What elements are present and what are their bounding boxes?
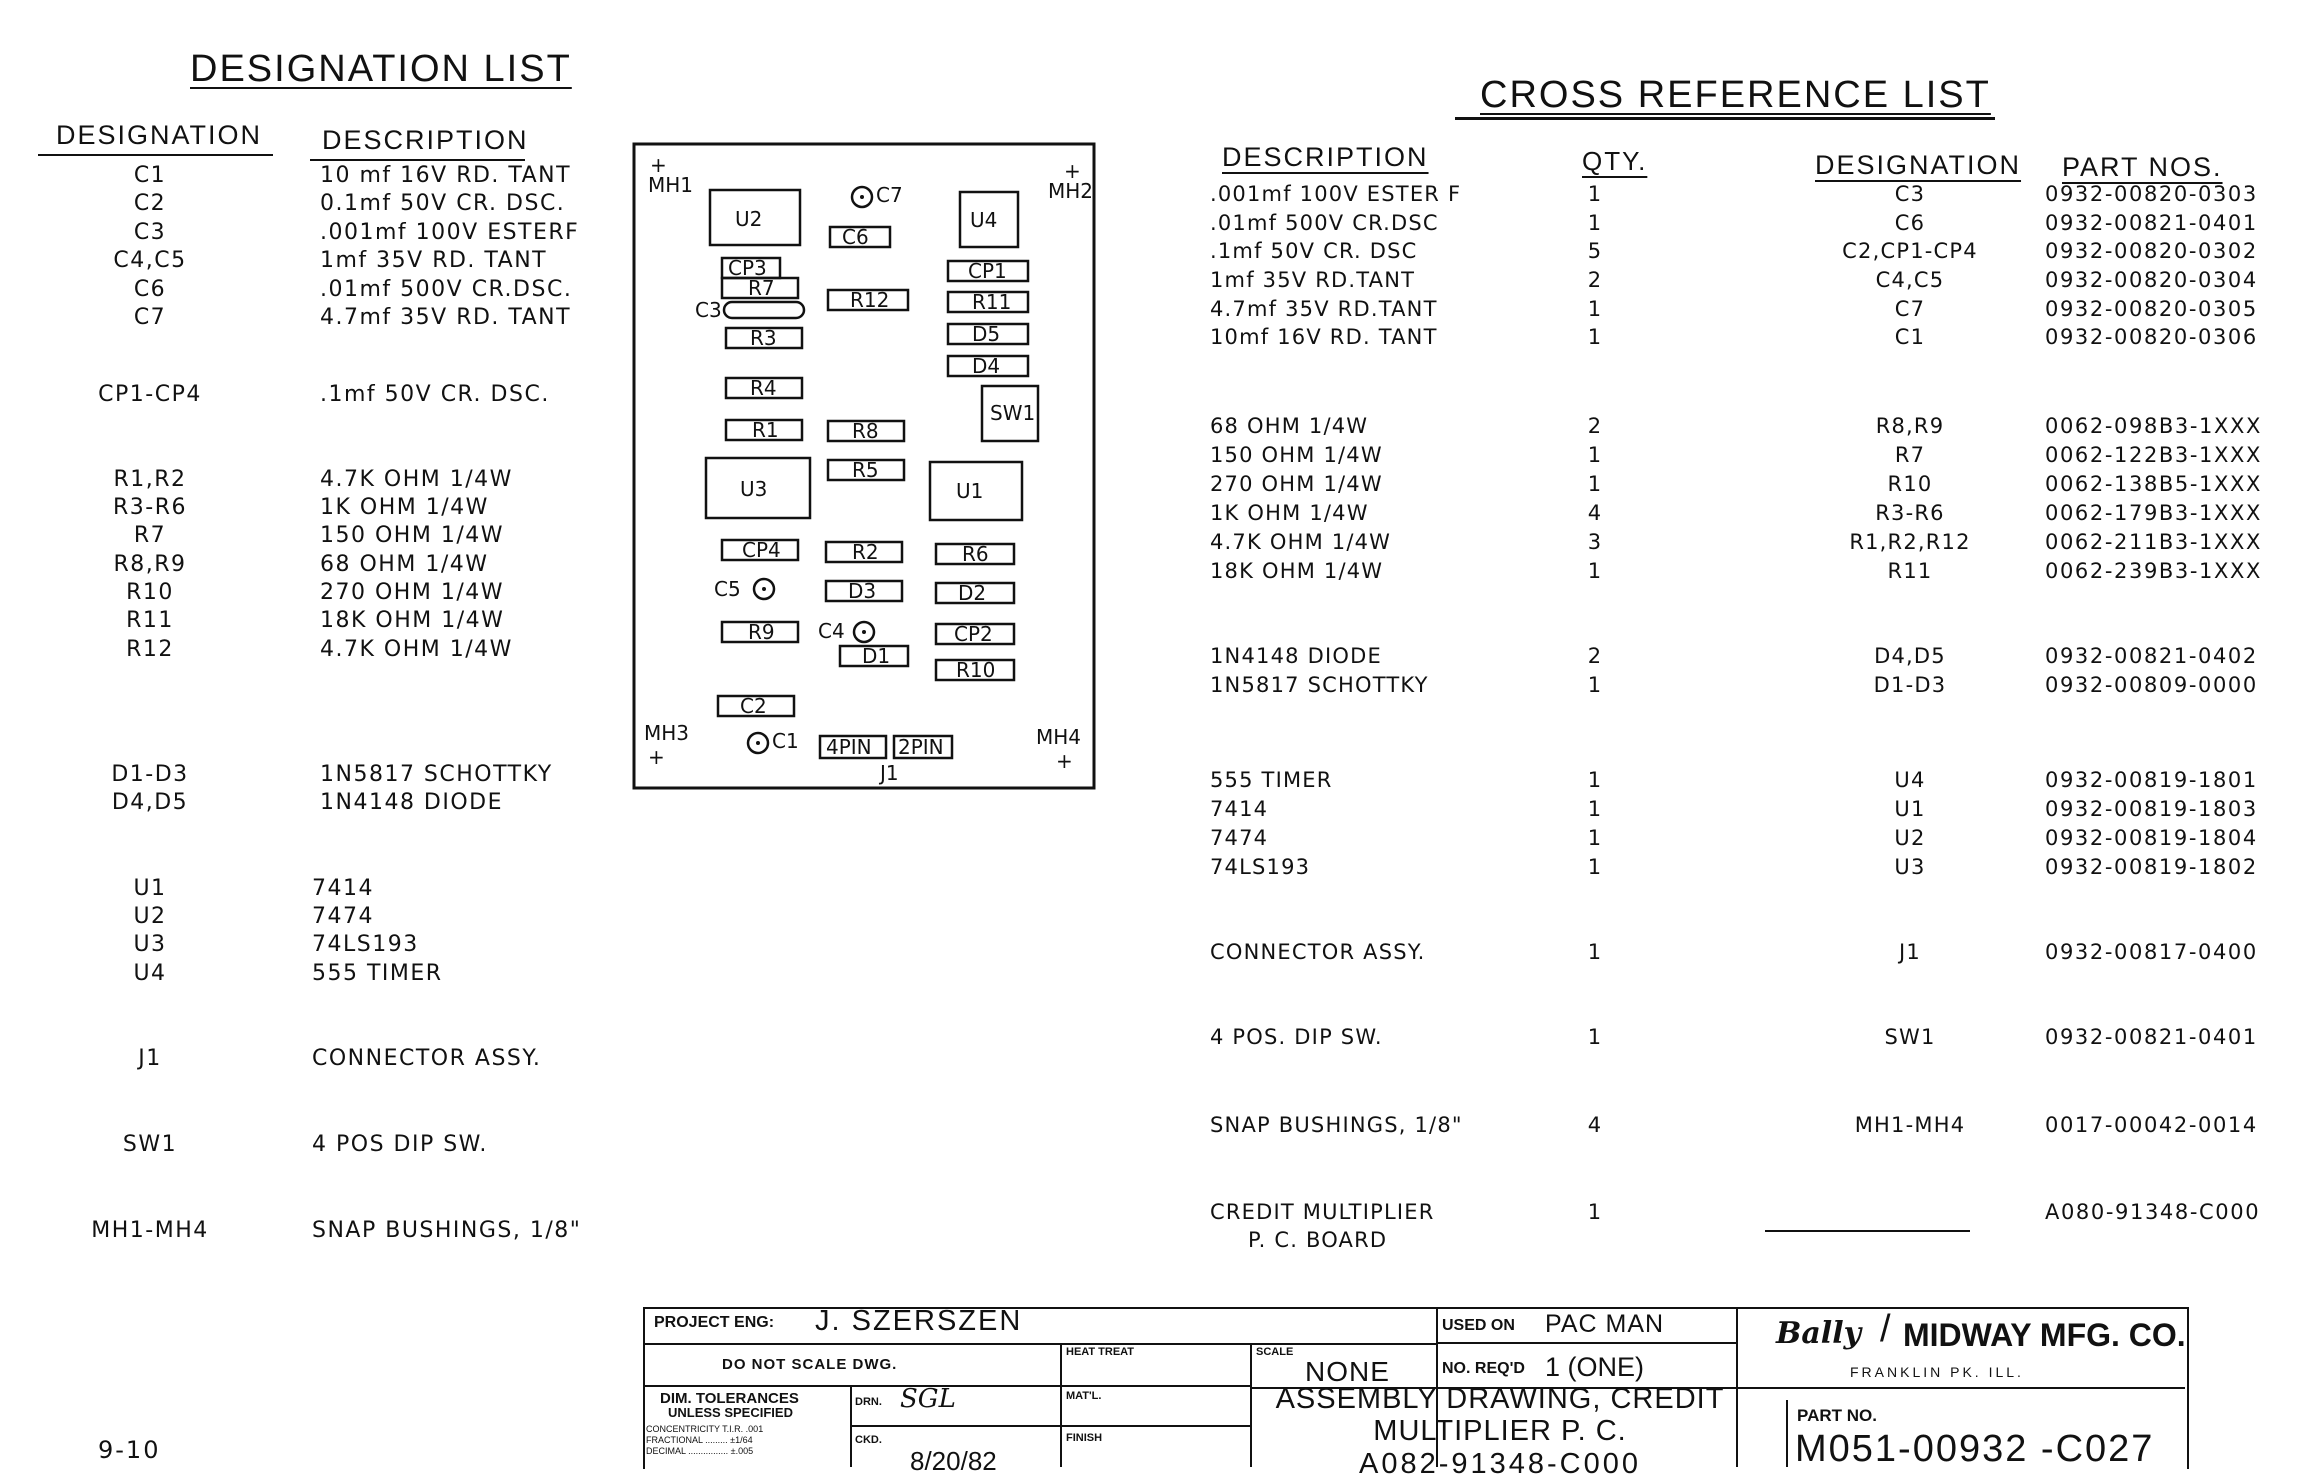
xref-designation-cell: MH1-MH4 — [1854, 1113, 1966, 1137]
xref-designation-cell: C7 — [1894, 297, 1926, 321]
xref-designation-cell: D1-D3 — [1873, 673, 1947, 697]
do-not-scale: DO NOT SCALE DWG. — [722, 1356, 898, 1373]
xref-designation-cell: U4 — [1894, 768, 1926, 792]
description-col-header: DESCRIPTION — [322, 125, 529, 155]
description-cell: .001mf 100V ESTERF — [320, 220, 580, 245]
xref-description-cell: 7414 — [1210, 797, 1269, 821]
r5-label: R5 — [852, 458, 879, 482]
xref-description-cell: 4.7K OHM 1/4W — [1210, 530, 1392, 554]
xref-description-cell: SNAP BUSHINGS, 1/8" — [1210, 1113, 1463, 1137]
matl-label: MAT'L. — [1066, 1390, 1102, 1402]
c7-label: C7 — [876, 183, 903, 207]
mh4-label: MH4 — [1036, 725, 1082, 749]
designation-cell: R7 — [133, 523, 167, 548]
c1-label: C1 — [772, 729, 799, 753]
xref-designation-cell: R1,R2,R12 — [1849, 530, 1971, 554]
xref-part-no-cell: 0932-00820-0305 — [2045, 297, 2258, 321]
xref-part-no-cell: 0932-00819-1804 — [2045, 826, 2258, 850]
r1-label: R1 — [752, 418, 779, 442]
xref-qty-cell: 1 — [1587, 559, 1603, 583]
designation-cell: R11 — [126, 608, 174, 633]
xref-designation-cell: U2 — [1894, 826, 1926, 850]
xref-qty-cell: 1 — [1587, 1025, 1603, 1049]
xref-qty-cell: 1 — [1587, 443, 1603, 467]
xref-part-no-cell: 0932-00819-1802 — [2045, 855, 2258, 879]
xref-qty-cell: 3 — [1587, 530, 1603, 554]
xref-description-cell: 150 OHM 1/4W — [1210, 443, 1383, 467]
description-cell: 18K OHM 1/4W — [320, 608, 505, 633]
designation-cell: U2 — [133, 904, 167, 929]
unless-specified: UNLESS SPECIFIED — [668, 1405, 793, 1420]
scale-value: NONE — [1305, 1356, 1390, 1387]
xref-description-cell: 74LS193 — [1210, 855, 1311, 879]
xref-description-cell: 555 TIMER — [1210, 768, 1333, 792]
mh2-plus: + — [1064, 159, 1081, 183]
xref-designation-cell: C2,CP1-CP4 — [1842, 239, 1978, 263]
xref-description-cell: 1mf 35V RD.TANT — [1210, 268, 1416, 292]
description-cell: 4.7mf 35V RD. TANT — [320, 305, 572, 330]
c3-part — [724, 302, 804, 318]
xref-part-no-cell: 0932-00821-0401 — [2045, 211, 2258, 235]
r9-label: R9 — [748, 620, 775, 644]
xref-designation-cell: R3-R6 — [1875, 501, 1945, 525]
xref-description-cell: 18K OHM 1/4W — [1210, 559, 1384, 583]
drawing-title-line2: MULTIPLIER P. C. — [1373, 1415, 1627, 1447]
xref-description-cell: 1N5817 SCHOTTKY — [1210, 673, 1429, 697]
xref-qty-cell: 1 — [1587, 855, 1603, 879]
xref-part-no-cell: 0932-00820-0303 — [2045, 182, 2258, 206]
xref-designation-cell: R10 — [1887, 472, 1933, 496]
xref-part-no-cell: 0932-00817-0400 — [2045, 940, 2258, 964]
description-cell: 68 OHM 1/4W — [320, 552, 489, 577]
drawing-part-number: M051-00932 -C027 — [1795, 1428, 2155, 1470]
designation-col-rule — [38, 154, 273, 156]
xref-part-no-cell: 0932-00819-1803 — [2045, 797, 2258, 821]
xref-description-cell: 270 OHM 1/4W — [1210, 472, 1383, 496]
designation-cell: R1,R2 — [113, 467, 187, 492]
mh1-label: MH1 — [648, 173, 694, 197]
cp2-label: CP2 — [954, 622, 993, 646]
mh3-plus: + — [648, 745, 665, 769]
description-cell: 4.7K OHM 1/4W — [320, 637, 513, 662]
r3-label: R3 — [750, 326, 777, 350]
finish-label: FINISH — [1066, 1432, 1103, 1444]
scale-label: SCALE — [1256, 1346, 1294, 1358]
xref-qty-cell: 1 — [1587, 472, 1603, 496]
designation-list-title: DESIGNATION LIST — [190, 48, 572, 90]
used-on-label: USED ON — [1442, 1317, 1515, 1334]
mh2-label: MH2 — [1048, 179, 1094, 203]
description-cell: SNAP BUSHINGS, 1/8" — [312, 1218, 582, 1243]
xref-part-no-cell: 0062-239B3-1XXX — [2045, 559, 2262, 583]
designation-cell: C7 — [133, 305, 167, 330]
description-cell: 1K OHM 1/4W — [320, 495, 489, 520]
xref-qty-cell: 1 — [1587, 211, 1603, 235]
xref-description-cell: 68 OHM 1/4W — [1210, 414, 1369, 438]
r12-label: R12 — [850, 288, 890, 312]
xref-description-cell: .01mf 500V CR.DSC — [1210, 211, 1439, 235]
tb-rule — [850, 1425, 1250, 1427]
r11-label: R11 — [972, 290, 1012, 314]
xref-qty-cell: 1 — [1587, 768, 1603, 792]
ckd-label: CKD. — [855, 1434, 882, 1446]
xref-part-no-cell: 0932-00820-0306 — [2045, 325, 2258, 349]
description-cell: CONNECTOR ASSY. — [312, 1046, 542, 1071]
cross-reference-title: CROSS REFERENCE LIST — [1480, 74, 1991, 116]
xref-designation-cell: C1 — [1894, 325, 1926, 349]
designation-cell: C4,C5 — [113, 248, 187, 273]
designation-cell: J1 — [138, 1046, 162, 1071]
designation-cell: C1 — [133, 163, 167, 188]
company-location: FRANKLIN PK. ILL. — [1850, 1364, 2024, 1380]
j1-label: J1 — [880, 761, 899, 785]
drn-initials: SGL — [900, 1384, 956, 1414]
designation-cell: U4 — [133, 961, 167, 986]
xref-part-no-cell: 0062-098B3-1XXX — [2045, 414, 2262, 438]
pin4-label: 4PIN — [826, 735, 872, 759]
xref-part-no-cell: 0062-211B3-1XXX — [2045, 530, 2262, 554]
xref-part-no-cell: 0932-00821-0402 — [2045, 644, 2258, 668]
concentricity-tolerance: CONCENTRICITY T.I.R. .001 — [646, 1424, 764, 1434]
xref-qty-cell: 1 — [1587, 297, 1603, 321]
xref-qty-header: QTY. — [1582, 146, 1648, 176]
xref-description-cell: 4 POS. DIP SW. — [1210, 1025, 1383, 1049]
xref-part-no-cell: 0062-122B3-1XXX — [2045, 443, 2262, 467]
description-cell: 7414 — [312, 876, 374, 901]
drn-label: DRN. — [855, 1396, 882, 1408]
designation-cell: C6 — [133, 277, 167, 302]
tolerance-table — [646, 1424, 763, 1457]
xref-designation-cell: U1 — [1894, 797, 1926, 821]
pin2-label: 2PIN — [898, 735, 944, 759]
r2-label: R2 — [852, 540, 879, 564]
xref-qty-cell: 1 — [1587, 673, 1603, 697]
no-reqd-value: 1 (ONE) — [1545, 1352, 1645, 1382]
xref-designation-cell: R7 — [1894, 443, 1926, 467]
page-number: 9-10 — [98, 1436, 161, 1464]
xref-part-no-cell: 0932-00821-0401 — [2045, 1025, 2258, 1049]
designation-cell: MH1-MH4 — [91, 1218, 209, 1243]
xref-description-cell: .1mf 50V CR. DSC — [1210, 239, 1418, 263]
xref-qty-cell: 1 — [1587, 182, 1603, 206]
d5-label: D5 — [972, 322, 1001, 346]
designation-cell: U1 — [133, 876, 167, 901]
fractional-tolerance: FRACTIONAL ......... ±1/64 — [646, 1435, 753, 1445]
designation-cell: D1-D3 — [111, 762, 189, 787]
r6-label: R6 — [962, 542, 989, 566]
description-cell: 7474 — [312, 904, 374, 929]
r7-label: R7 — [748, 276, 775, 300]
board-designation-blank — [1765, 1230, 1970, 1232]
drawing-title-line3: A082-91348-C000 — [1358, 1448, 1641, 1480]
xref-designation-cell: C3 — [1894, 182, 1926, 206]
company-name: MIDWAY MFG. CO. — [1903, 1317, 2186, 1353]
description-cell: .01mf 500V CR.DSC. — [320, 277, 573, 302]
xref-designation-cell: R11 — [1887, 559, 1933, 583]
xref-part-no-cell: 0017-00042-0014 — [2045, 1113, 2258, 1137]
xref-description-cell: CREDIT MULTIPLIER — [1210, 1200, 1435, 1224]
xref-part-no-cell: A080-91348-C000 — [2045, 1200, 2261, 1224]
xref-qty-cell: 5 — [1587, 239, 1603, 263]
tb-rule — [643, 1343, 1436, 1345]
xref-qty-cell: 2 — [1587, 268, 1603, 292]
xref-designation-cell: C6 — [1894, 211, 1926, 235]
c4-label: C4 — [818, 619, 845, 643]
designation-cell: SW1 — [122, 1132, 178, 1157]
r4-label: R4 — [750, 376, 777, 400]
description-cell: 270 OHM 1/4W — [320, 580, 504, 605]
logo-slash: / — [1880, 1308, 1891, 1350]
c6-label: C6 — [842, 225, 869, 249]
xref-description-cell-line2: P. C. BOARD — [1248, 1228, 1388, 1252]
cross-reference-title-rule — [1455, 117, 1995, 120]
xref-part-no-cell: 0932-00809-0000 — [2045, 673, 2258, 697]
xref-description-cell: CONNECTOR ASSY. — [1210, 940, 1426, 964]
mh1-plus: + — [650, 153, 667, 177]
xref-qty-cell: 4 — [1587, 1113, 1603, 1137]
description-cell: 1mf 35V RD. TANT — [320, 248, 548, 273]
u4-label: U4 — [970, 208, 998, 232]
heat-treat-label: HEAT TREAT — [1066, 1346, 1135, 1358]
part-no-label: PART NO. — [1797, 1406, 1877, 1425]
designation-cell: U3 — [133, 932, 167, 957]
description-cell: 150 OHM 1/4W — [320, 523, 504, 548]
cp4-label: CP4 — [742, 538, 781, 562]
xref-qty-cell: 1 — [1587, 797, 1603, 821]
description-cell: 555 TIMER — [312, 961, 443, 986]
xref-qty-cell: 2 — [1587, 414, 1603, 438]
designation-col-header: DESIGNATION — [56, 120, 263, 150]
r8-label: R8 — [852, 419, 879, 443]
xref-description-cell: 1K OHM 1/4W — [1210, 501, 1369, 525]
decimal-tolerance: DECIMAL ................ ±.005 — [646, 1446, 754, 1456]
xref-description-cell: 1N4148 DIODE — [1210, 644, 1382, 668]
xref-part-no-cell: 0932-00820-0302 — [2045, 239, 2258, 263]
r10-label: R10 — [956, 658, 996, 682]
designation-cell: R3-R6 — [112, 495, 187, 520]
cp1-label: CP1 — [968, 259, 1007, 283]
used-on-value: PAC MAN — [1545, 1310, 1665, 1338]
description-cell: 1N5817 SCHOTTKY — [320, 762, 553, 787]
description-col-rule — [310, 159, 525, 161]
mh4-plus: + — [1056, 749, 1073, 773]
c3-label: C3 — [695, 298, 722, 322]
designation-cell: D4,D5 — [111, 790, 189, 815]
dim-tolerances: DIM. TOLERANCES — [660, 1390, 799, 1407]
drawing-title-line1: ASSEMBLY DRAWING, CREDIT — [1275, 1383, 1725, 1415]
sw1-label: SW1 — [990, 401, 1036, 425]
xref-qty-cell: 1 — [1587, 940, 1603, 964]
xref-qty-cell: 2 — [1587, 644, 1603, 668]
xref-designation-cell: U3 — [1894, 855, 1926, 879]
c5-label: C5 — [714, 577, 741, 601]
xref-qty-cell: 1 — [1587, 1200, 1603, 1224]
xref-description-cell: 4.7mf 35V RD.TANT — [1210, 297, 1438, 321]
d3-label: D3 — [848, 579, 877, 603]
xref-part-no-cell: 0062-138B5-1XXX — [2045, 472, 2262, 496]
u2-label: U2 — [735, 207, 763, 231]
xref-designation-header: DESIGNATION — [1815, 150, 2022, 180]
xref-designation-cell: SW1 — [1884, 1025, 1936, 1049]
xref-qty-cell: 1 — [1587, 325, 1603, 349]
description-cell: 4 POS DIP SW. — [312, 1132, 488, 1157]
tb-rule — [1436, 1342, 1736, 1344]
xref-part-no-cell: 0932-00820-0304 — [2045, 268, 2258, 292]
tb-rule — [1060, 1343, 1062, 1467]
description-cell: 1N4148 DIODE — [320, 790, 504, 815]
xref-description-cell: 10mf 16V RD. TANT — [1210, 325, 1438, 349]
designation-cell: C2 — [133, 191, 167, 216]
mh3-label: MH3 — [644, 721, 690, 745]
drawing-date: 8/20/82 — [910, 1446, 997, 1476]
xref-part-no-cell: 0932-00819-1801 — [2045, 768, 2258, 792]
xref-designation-cell: C4,C5 — [1875, 268, 1945, 292]
description-cell: .1mf 50V CR. DSC. — [320, 382, 550, 407]
u3-label: U3 — [740, 477, 768, 501]
xref-qty-cell: 4 — [1587, 501, 1603, 525]
xref-designation-cell: R8,R9 — [1875, 414, 1945, 438]
description-cell: 0.1mf 50V CR. DSC. — [320, 191, 566, 216]
xref-description-cell: .001mf 100V ESTER F — [1210, 182, 1462, 206]
no-reqd-label: NO. REQ'D — [1442, 1360, 1525, 1377]
xref-part-no-cell: 0062-179B3-1XXX — [2045, 501, 2262, 525]
c2-label: C2 — [740, 694, 767, 718]
xref-qty-cell: 1 — [1587, 826, 1603, 850]
xref-designation-cell: J1 — [1899, 940, 1921, 964]
designation-cell: R8,R9 — [113, 552, 187, 577]
project-eng-label: PROJECT ENG: — [654, 1314, 775, 1331]
bally-logo: Bally — [1776, 1316, 1862, 1351]
designation-cell: C3 — [133, 220, 167, 245]
d1-label: D1 — [862, 644, 891, 668]
designation-cell: R12 — [126, 637, 174, 662]
tb-rule — [1250, 1343, 1252, 1467]
xref-part-nos-header: PART NOS. — [2062, 152, 2223, 182]
tb-rule — [1786, 1400, 1788, 1467]
designation-cell: CP1-CP4 — [98, 382, 202, 407]
description-cell: 4.7K OHM 1/4W — [320, 467, 513, 492]
designation-cell: R10 — [126, 580, 174, 605]
pcb-layout-diagram — [630, 140, 1100, 790]
u1-label: U1 — [956, 479, 984, 503]
xref-designation-cell: D4,D5 — [1874, 644, 1946, 668]
cp3-label: CP3 — [728, 256, 767, 280]
description-cell: 74LS193 — [312, 932, 419, 957]
xref-description-header: DESCRIPTION — [1222, 142, 1429, 172]
d4-label: D4 — [972, 354, 1001, 378]
project-eng-value: J. SZERSZEN — [815, 1305, 1023, 1337]
xref-description-cell: 7474 — [1210, 826, 1269, 850]
d2-label: D2 — [958, 581, 987, 605]
description-cell: 10 mf 16V RD. TANT — [320, 163, 572, 188]
